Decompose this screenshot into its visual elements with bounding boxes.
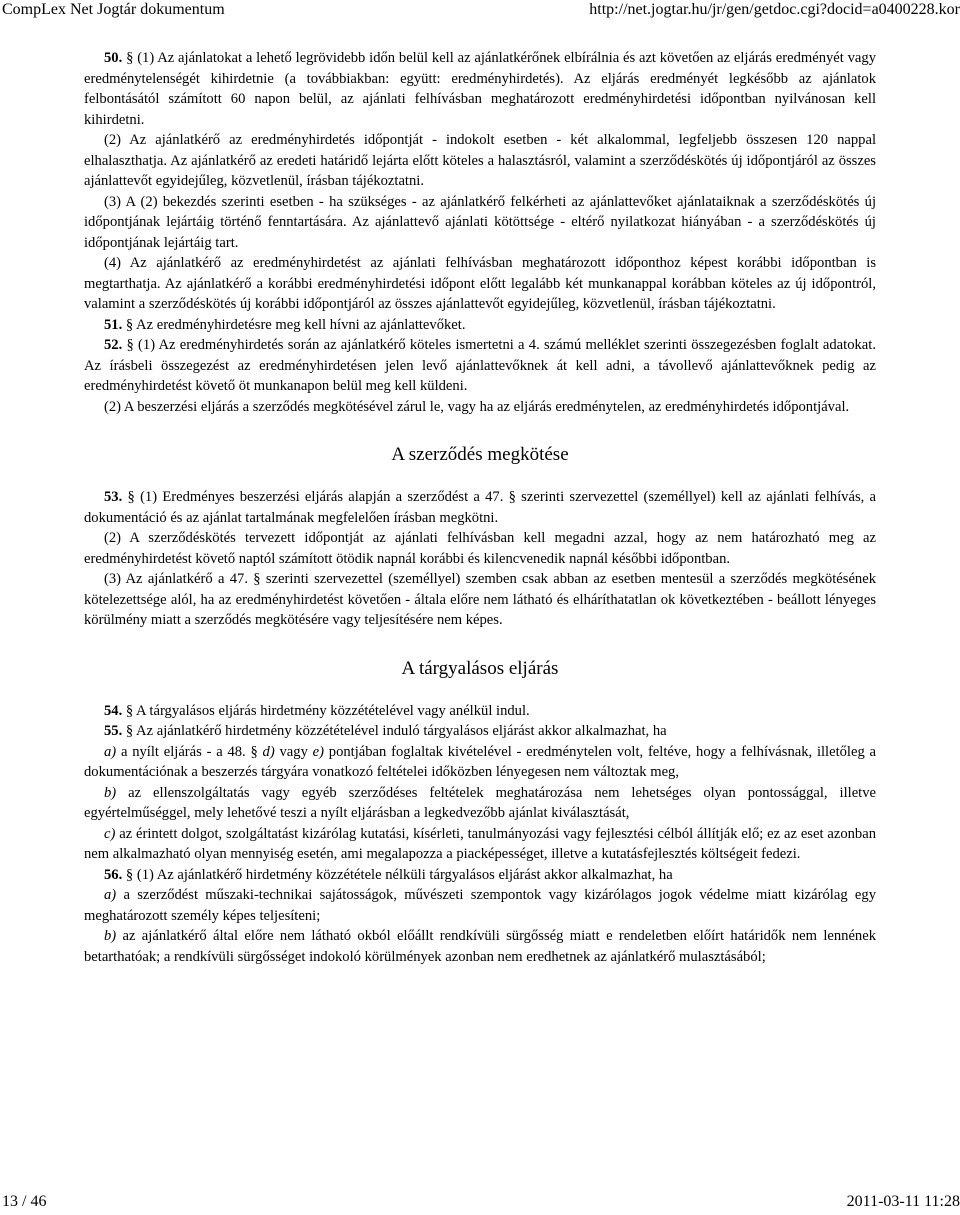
section-52-paragraph-1: 52. § (1) Az eredményhirdetés során az ajánlatkérő köteles ismertetni a 4. számú melléklet szerinti összegezésben foglalt adatokat. Az írásbeli összegezést az eredményhirdetésen jelen levő ajánlattevőknek át kell adni, a távollevő ajánlattevőknek pedig az eredményhirdetést követő öt munkanapon belül meg kell küldeni. bbox=[84, 337, 876, 394]
page-header bbox=[0, 0, 960, 22]
section-number: 55. bbox=[104, 723, 123, 739]
section-50-paragraph-2: (2) Az ajánlatkérő az eredményhirdetés időpontját - indokolt esetben - két alkalommal, legfeljebb összesen 120 nappal elhalaszthatja. Az ajánlatkérő az eredeti határidő lejárta előtt köteles a halasztásról, valamint a szerződéskötés új időpontjáról az összes ajánlattevőt egyidejűleg, közvetlenül, írásban tájékoztatni. bbox=[84, 132, 876, 189]
section-number: 52. bbox=[104, 337, 123, 353]
section-55-point-b: b) az ellenszolgáltatás vagy egyéb szerződéses feltételek meghatározása nem lehetséges olyan pontossággal, illetve egyértelműséggel, mely lehetővé teszi a nyílt eljárásban a legkedvezőbb ajánlat kiválasztását, bbox=[84, 784, 876, 821]
page-footer bbox=[0, 1192, 960, 1214]
header-title: CompLex Net Jogtár dokumentum bbox=[2, 1, 225, 18]
print-timestamp: 2011-03-11 11:28 bbox=[846, 1193, 960, 1210]
spacer bbox=[84, 681, 876, 701]
document-body bbox=[84, 48, 876, 967]
page-counter: 13 / 46 bbox=[2, 1193, 47, 1210]
section-56-point-b: b) az ajánlatkérő által előre nem látható okból előállt rendkívüli sürgősség miatt e rendeletben előírt határidők nem lennének betarthatóak; a rendkívüli sürgősséget indokoló körülmények azonban nem eredhetnek az ajánlatkérő mulasztásából; bbox=[84, 928, 876, 965]
section-number: 54. bbox=[104, 702, 123, 719]
section-53-paragraph-2: (2) A szerződéskötés tervezett időpontját az ajánlati felhívásban kell megadni azzal, hogy az nem határozható meg az eredményhirdetést követő naptól számított ötödik napnál korábbi és kilencvenedik napnál későbbi időpontban. bbox=[84, 530, 876, 567]
header-url[interactable]: http://net.jogtar.hu/jr/gen/getdoc.cgi?docid=a0400228.kor bbox=[589, 1, 960, 18]
section-53-paragraph-3: (3) Az ajánlatkérő a 47. § szerinti szervezettel (személlyel) szemben csak abban az esetben mentesül a szerződés megkötésének kötelezettsége alól, ha az eredményhirdetést követően - általa előre nem látható és elháríthatatlan ok következtében - beállott lényeges körülmény miatt a szerződés megkötésére vagy teljesítésére nem képes. bbox=[84, 571, 876, 628]
heading-contract-conclusion: A szerződés megkötése bbox=[391, 444, 569, 465]
section-56-point-a: a) a szerződést műszaki-technikai sajátosságok, művészeti szempontok vagy kizárólagos jogok védelme miatt kizárólag egy meghatározott személy képes teljesíteni; bbox=[84, 887, 876, 924]
section-50-paragraph-4: (4) Az ajánlatkérő az eredményhirdetést az ajánlati felhívásban meghatározott időponthoz képest korábbi időpontban is megtarthatja. Az ajánlatkérő a korábbi eredményhirdetési időpont előtt legalább két munkanappal korábban köteles az új időpontról, valamint a szerződéskötés új korábbi időpontjáról az összes ajánlattevőt egyidejűleg, közvetlenül, írásban tájékoztatni. bbox=[84, 255, 876, 312]
spacer bbox=[84, 417, 876, 443]
section-55-point-c: c) az érintett dolgot, szolgáltatást kizárólag kutatási, kísérleti, tanulmányozási vagy fejlesztési célból állítják elő; ez az eset azonban nem alkalmazható olyan mennyiség esetén, ami megalapozza a piacképességet, illetve a kutatásfejlesztés költségeit fedezi. bbox=[84, 825, 876, 862]
spacer bbox=[84, 631, 876, 657]
section-54-paragraph-1: 54. § A tárgyalásos eljárás hirdetmény közzétételével vagy anélkül indul. bbox=[104, 702, 530, 719]
section-number: 50. bbox=[104, 50, 123, 66]
section-52-paragraph-2: (2) A beszerzési eljárás a szerződés megkötésével zárul le, vagy ha az eljárás eredménytelen, az eredményhirdetés időpontjával. bbox=[104, 398, 850, 415]
section-56-paragraph-1: 56. § (1) Az ajánlatkérő hirdetmény közzététele nélküli tárgyalásos eljárást akkor alkalmazhat, ha bbox=[104, 866, 673, 883]
heading-negotiated-procedure: A tárgyalásos eljárás bbox=[401, 657, 559, 679]
section-53-paragraph-1: 53. § (1) Eredményes beszerzési eljárás alapján a szerződést a 47. § szerinti szervezettel (személlyel) kell az ajánlati felhívás, a dokumentáció és az ajánlat tartalmának megfelelően írásban megkötni. bbox=[84, 489, 876, 526]
section-55-paragraph-1: 55. § Az ajánlatkérő hirdetmény közzétételével induló tárgyalásos eljárást akkor alkalmazhat, ha bbox=[104, 723, 667, 739]
section-number: 51. bbox=[104, 316, 123, 333]
section-50-paragraph-3: (3) A (2) bekezdés szerinti esetben - ha szükséges - az ajánlatkérő felkérheti az ajánlattevőket ajánlataiknak a szerződéskötés új időpontjának lejártáig történő fenntartására. Az ajánlattevő ajánlati kötöttsége - eltérő nyilatkozat hiányában - a szerződéskötés új időpontjának lejártáig tart. bbox=[84, 193, 876, 251]
section-50-paragraph-1: 50. § (1) Az ajánlatokat a lehető legrövidebb időn belül kell az ajánlatkérőnek elbírálnia és azt követően az eljárás eredményét vagy eredménytelenségét kihirdetnie (a továbbiakban: együtt: eredményhirdetés). Az eljárás eredményét legkésőbb az ajánlatok felbontásától számított 60 napon belül, az ajánlati felhívásban meghatározott eredményhirdetési időpontban nyilvánosan kell kihirdetni. bbox=[84, 50, 877, 128]
section-55-point-a: a) a nyílt eljárás - a 48. § d) vagy e) pontjában foglaltak kivételével - eredménytelen volt, feltéve, hogy a felhívásnak, illetőleg a dokumentációnak a beszerzés tárgyára vonatkozó feltételei időközben lényegesen nem változtak meg, bbox=[84, 743, 877, 780]
section-51-paragraph-1: 51. § Az eredményhirdetésre meg kell hívni az ajánlattevőket. bbox=[104, 316, 466, 333]
section-number: 53. bbox=[104, 489, 123, 505]
section-number: 56. bbox=[104, 866, 123, 883]
spacer bbox=[84, 467, 876, 487]
